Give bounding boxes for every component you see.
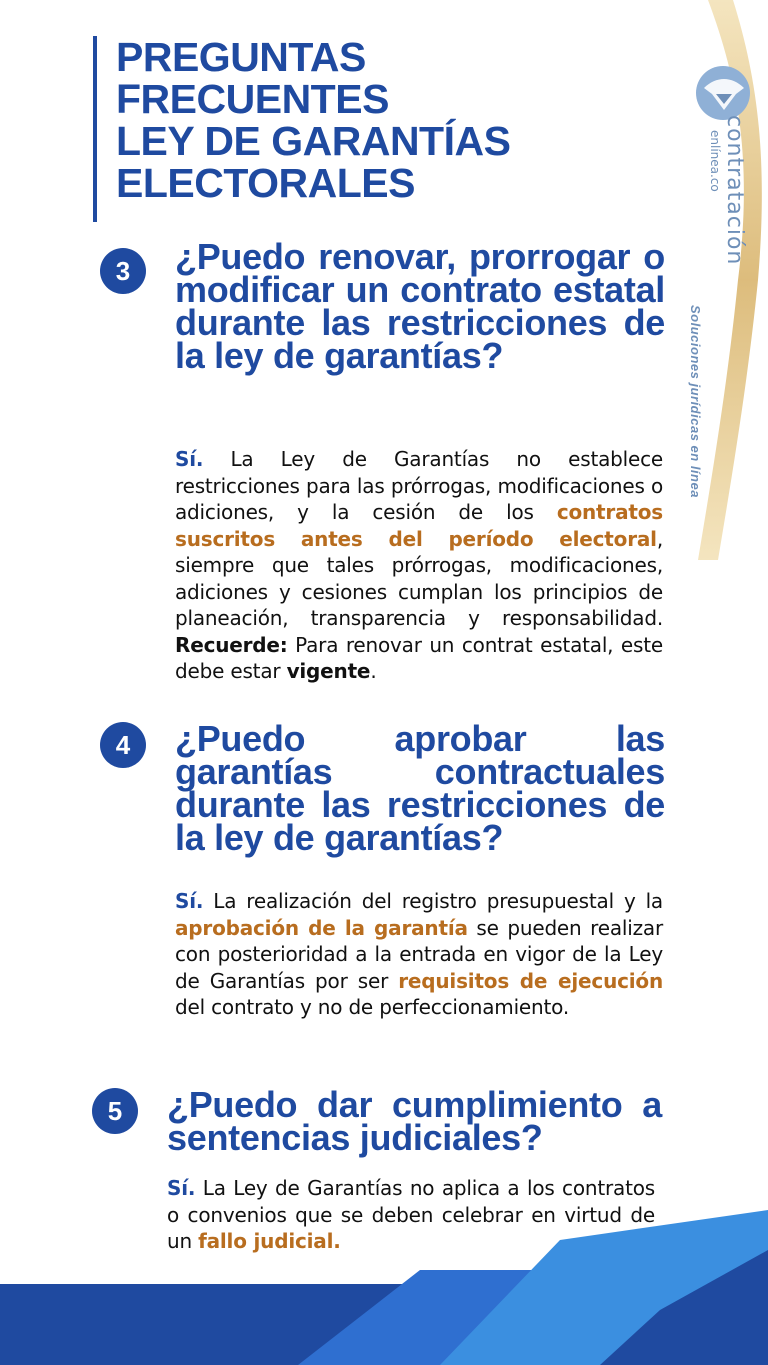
answer-text: del contrato y no de perfeccionamiento. bbox=[175, 995, 569, 1019]
answer-text: La Ley de Garantías no establece restricciones para las prórrogas, modificaciones o adiciones, y la cesión de los bbox=[175, 447, 663, 524]
title-line-1: PREGUNTAS bbox=[116, 34, 366, 80]
answer-text: se pueden realizar con posterioridad a la entrada en vigor de la Ley de Garantías por ser bbox=[175, 915, 663, 993]
answer-bold: Recuerde: bbox=[175, 632, 288, 657]
title-line-3: LEY DE GARANTÍAS bbox=[116, 118, 511, 164]
question-4-heading: ¿Puedo aprobar las garantías contractuales durante las restricciones de la ley de garantías? bbox=[175, 718, 665, 858]
question-number-badge: 3 bbox=[100, 248, 146, 294]
answer-highlight: aprobación de la garantía bbox=[175, 915, 468, 940]
title-accent-bar bbox=[93, 36, 97, 222]
answer-text: La Ley de Garantías no aplica a los contratos o convenios que se deben celebrar en virtud de un bbox=[167, 1176, 655, 1253]
page-title bbox=[116, 36, 636, 204]
answer-highlight: contratos suscritos antes del período electoral bbox=[175, 500, 663, 551]
answer-text: La realización del registro presupuestal y la bbox=[203, 889, 663, 913]
question-5-heading: ¿Puedo dar cumplimiento a sentencias judiciales? bbox=[167, 1084, 662, 1158]
title-line-2: FRECUENTES bbox=[116, 76, 389, 122]
answer-lead: Sí. bbox=[175, 447, 204, 471]
brand-domain: enlínea.co bbox=[708, 130, 722, 192]
question-3-heading: ¿Puedo renovar, prorrogar o modificar un contrato estatal durante las restricciones de la ley de garantías? bbox=[175, 236, 665, 376]
answer-text: Para renovar un contrat estatal, este debe estar bbox=[175, 632, 663, 683]
logo-icon bbox=[694, 64, 752, 122]
answer-highlight: requisitos de ejecución bbox=[398, 968, 663, 993]
answer-lead: Sí. bbox=[167, 1176, 196, 1200]
question-number-badge: 4 bbox=[100, 722, 146, 768]
answer-lead: Sí. bbox=[175, 889, 204, 913]
answer-4-text bbox=[175, 888, 663, 1021]
question-number-badge: 5 bbox=[92, 1088, 138, 1134]
title-line-4: ELECTORALES bbox=[116, 160, 415, 206]
answer-text: , siempre que tales prórrogas, modificaciones, adiciones y cesiones cumplan los principios de planeación, transparencia y responsabilidad. bbox=[175, 526, 663, 630]
footer-decorative-stripes bbox=[0, 1210, 768, 1365]
answer-text: . bbox=[370, 659, 377, 683]
answer-3-text bbox=[175, 446, 663, 685]
answer-bold: vigente bbox=[286, 659, 371, 683]
brand-name: contratación bbox=[722, 115, 747, 266]
brand-tagline: Soluciones jurídicas en línea bbox=[688, 305, 703, 498]
answer-highlight: fallo judicial. bbox=[198, 1229, 341, 1253]
